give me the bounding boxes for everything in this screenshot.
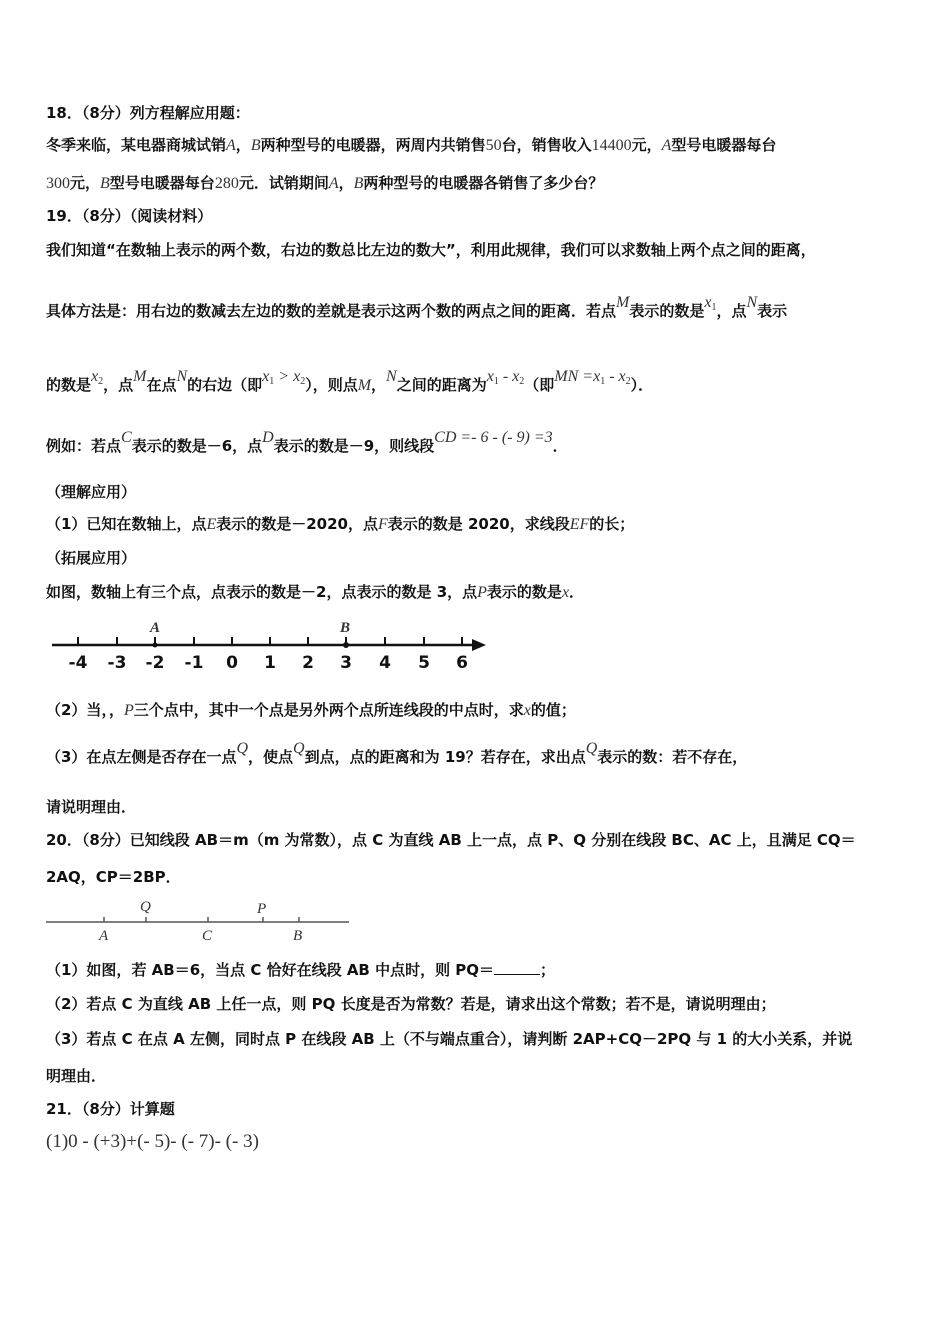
q21-expression: (1)0 - (+3)+(- 5)- (- 7)- (- 3) (46, 1131, 259, 1152)
q19-q2: （2）当，，P三个点中，其中一个点是另外两个点所连线段的中点时，求x的值； (46, 701, 576, 719)
point-b-dot (343, 642, 349, 648)
q19-para2: 具体方法是：用右边的数减去左边的数的差就是表示这两个数的两点之间的距离．若点M表示的数是x1，点N表示 (46, 294, 788, 320)
tick-label: 4 (379, 653, 391, 673)
tick-label: 5 (418, 653, 430, 673)
tick-label: -2 (145, 653, 165, 673)
point-b-label: B (293, 928, 303, 944)
tick-label: 0 (226, 653, 238, 673)
tick-label: 3 (340, 653, 352, 673)
q19-heading: 19．（8分）（阅读材料） (46, 207, 213, 225)
q19-example: 例如：若点C表示的数是－6，点D表示的数是－9，则线段CD =- 6 - (- 9) =3． (46, 429, 568, 455)
q18-line2: 300元，B型号电暖器每台280元．试销期间A，B两种型号的电暖器各销售了多少台？ (46, 174, 604, 192)
q21-heading: 21．（8分）计算题 (46, 1100, 175, 1118)
number-line-figure (46, 612, 496, 674)
point-q-label: Q (140, 899, 151, 915)
q20-q2: （2）若点 C 为直线 AB 上任一点，则 PQ 长度是否为常数？若是，请求出这个常数；若不是，请说明理由； (46, 995, 776, 1013)
tick-label: -1 (184, 653, 204, 673)
point-b-label: B (340, 620, 351, 636)
tick-label: 6 (456, 653, 468, 673)
q20-q3: （3）若点 C 在点 A 左侧，同时点 P 在线段 AB 上（不与端点重合），请判断 2AP+CQ－2PQ 与 1 的大小关系，并说 (46, 1030, 853, 1048)
q20-line1: 20．（8分）已知线段 AB＝m（m 为常数），点 C 为直线 AB 上一点，点 P、Q 分别在线段 BC、AC 上，且满足 CQ＝ (46, 831, 856, 849)
q19-q1: （1）已知在数轴上，点E表示的数是－2020，点F表示的数是 2020，求线段EF的长； (46, 515, 635, 533)
q19-figure-desc: 如图，数轴上有三个点，点表示的数是－2，点表示的数是 3，点P表示的数是x． (46, 583, 585, 601)
q20-q1: （1）如图，若 AB＝6，当点 C 恰好在线段 AB 中点时，则 PQ＝ ； (46, 961, 556, 979)
tick-label: -3 (107, 653, 127, 673)
number-line-arrow (472, 639, 486, 651)
q20-q3-cont: 明理由． (46, 1067, 107, 1085)
point-a-label: A (99, 928, 109, 944)
tick-label: 2 (302, 653, 314, 673)
point-c-label: C (202, 928, 213, 944)
q19-q3: （3）在点左侧是否存在一点Q，使点Q到点，点的距离和为 19？若存在，求出点Q表示的数：若不存在， (46, 740, 748, 766)
point-a-dot (153, 643, 158, 648)
q19-para1: 我们知道“在数轴上表示的两个数，右边的数总比左边的数大”，利用此规律，我们可以求数轴上两个点之间的距离， (46, 241, 816, 259)
point-p-label: P (257, 901, 267, 917)
q19-q3-cont: 请说明理由． (46, 798, 137, 816)
q19-section-understand: （理解应用） (46, 483, 137, 501)
tick-label: 1 (264, 653, 276, 673)
q20-line2: 2AQ，CP＝2BP． (46, 868, 181, 886)
tick-label: -4 (68, 653, 88, 673)
q19-section-extend: （拓展应用） (46, 549, 137, 567)
q19-para3: 的数是x2，点M在点N的右边（即x1 > x2），则点M，N之间的距离为x1 - x2（即MN =x1 - x2）． (46, 368, 654, 394)
point-a-label: A (150, 620, 161, 636)
tick-labels (69, 653, 468, 673)
q18-line1: 冬季来临，某电器商城试销A，B两种型号的电暖器，两周内共销售50台，销售收入14400元，A型号电暖器每台 (46, 136, 777, 154)
answer-blank (494, 960, 540, 975)
segment-figure (44, 896, 354, 946)
cd-formula: CD =- 6 - (- 9) =3 (434, 429, 553, 446)
q18-heading: 18．（8分）列方程解应用题： (46, 104, 250, 122)
